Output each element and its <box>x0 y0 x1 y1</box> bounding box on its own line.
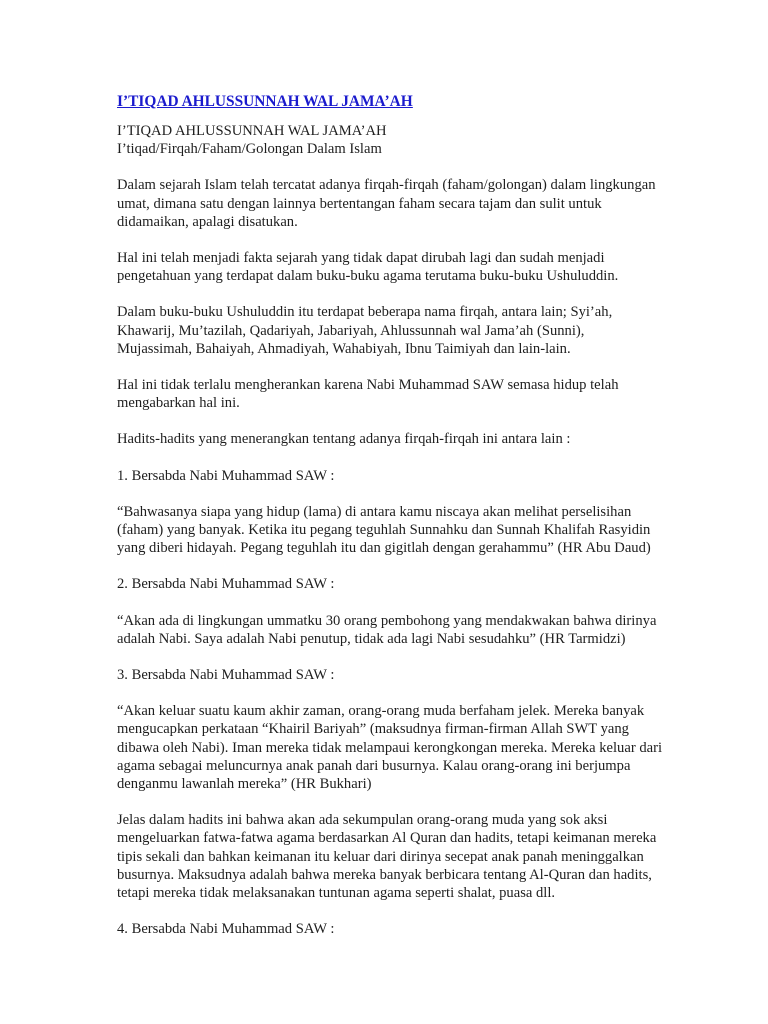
heading-line-2: I’tiqad/Firqah/Faham/Golongan Dalam Islam <box>117 141 382 158</box>
document-title <box>117 92 662 112</box>
paragraph-5: Hadits-hadits yang menerangkan tentang adanya firqah-firqah ini antara lain : <box>117 431 571 448</box>
paragraph-1: Dalam sejarah Islam telah tercatat adanya firqah-firqah (faham/golongan) dalam lingkungan umat, dimana satu dengan lainnya bertentangan faham secara tajam dan sulit untuk didamaikan, apalagi disatukan. <box>117 177 656 230</box>
paragraph-4: Hal ini tidak terlalu mengherankan karena Nabi Muhammad SAW semasa hidup telah mengabarkan hal ini. <box>117 377 619 412</box>
hadith-heading-1: 1. Bersabda Nabi Muhammad SAW : <box>117 467 335 484</box>
paragraph-2: Hal ini telah menjadi fakta sejarah yang tidak dapat dirubah lagi dan sudah menjadi pengetahuan yang terdapat dalam buku-buku agama terutama buku-buku Ushuluddin. <box>117 250 619 285</box>
heading-line-1: I’TIQAD AHLUSSUNNAH WAL JAMA’AH <box>117 123 387 139</box>
hadith-quote-2: “Akan ada di lingkungan ummatku 30 orang pembohong yang mendakwakan bahwa dirinya adalah Nabi. Saya adalah Nabi penutup, tidak ada lagi Nabi sesudahku” (HR Tarmidzi) <box>117 612 657 647</box>
paragraph-3: Dalam buku-buku Ushuluddin itu terdapat beberapa nama firqah, antara lain; Syi’ah, Khawarij, Mu’tazilah, Qadariyah, Jabariyah, Ahlussunnah wal Jama’ah (Sunni), Mujassimah, Bahaiyah, Ahmadiyah, Wahabiyah, Ibnu Taimiyah dan lain-lain. <box>117 304 613 357</box>
hadith-quote-3: “Akan keluar suatu kaum akhir zaman, orang-orang muda berfaham jelek. Mereka banyak mengucapkan perkataan “Khairil Bariyah” (maksudnya firman-firman Allah SWT yang dibawa oleh Nabi). Iman mereka tidak melampaui kerongkongan mereka. Mereka keluar dari agama sebagai meluncurnya anak panah dari busurnya. Kalau orang-orang ini berjumpa denganmu lawanlah mereka” (HR Bukhari) <box>117 703 663 793</box>
commentary-paragraph: Jelas dalam hadits ini bahwa akan ada sekumpulan orang-orang muda yang sok aksi mengeluarkan fatwa-fatwa agama berdasarkan Al Quran dan hadits, tetapi keimanan mereka tipis sekali dan bahkan keimanan itu keluar dari dirinya secepat anak panah meninggalkan busurnya. Maksudnya adalah bahwa mereka banyak berbicara tentang Al-Quran dan hadits, tetapi mereka tidak melaksanakan tuntunan agama seperti shalat, puasa dll. <box>117 812 657 902</box>
hadith-heading-3: 3. Bersabda Nabi Muhammad SAW : <box>117 667 335 684</box>
document-page <box>117 92 662 957</box>
hadith-heading-2: 2. Bersabda Nabi Muhammad SAW : <box>117 576 335 593</box>
hadith-heading-4: 4. Bersabda Nabi Muhammad SAW : <box>117 921 335 938</box>
title-link[interactable]: I’TIQAD AHLUSSUNNAH WAL JAMA’AH <box>117 93 413 110</box>
hadith-quote-1: “Bahwasanya siapa yang hidup (lama) di antara kamu niscaya akan melihat perselisihan (faham) yang banyak. Ketika itu pegang teguhlah Sunnahku dan Sunnah Khalifah Rasyidin yang diberi hidayah. Pegang teguhlah itu dan gigitlah dengan gerahammu” (HR Abu Daud) <box>117 503 651 557</box>
heading-block <box>117 122 662 158</box>
